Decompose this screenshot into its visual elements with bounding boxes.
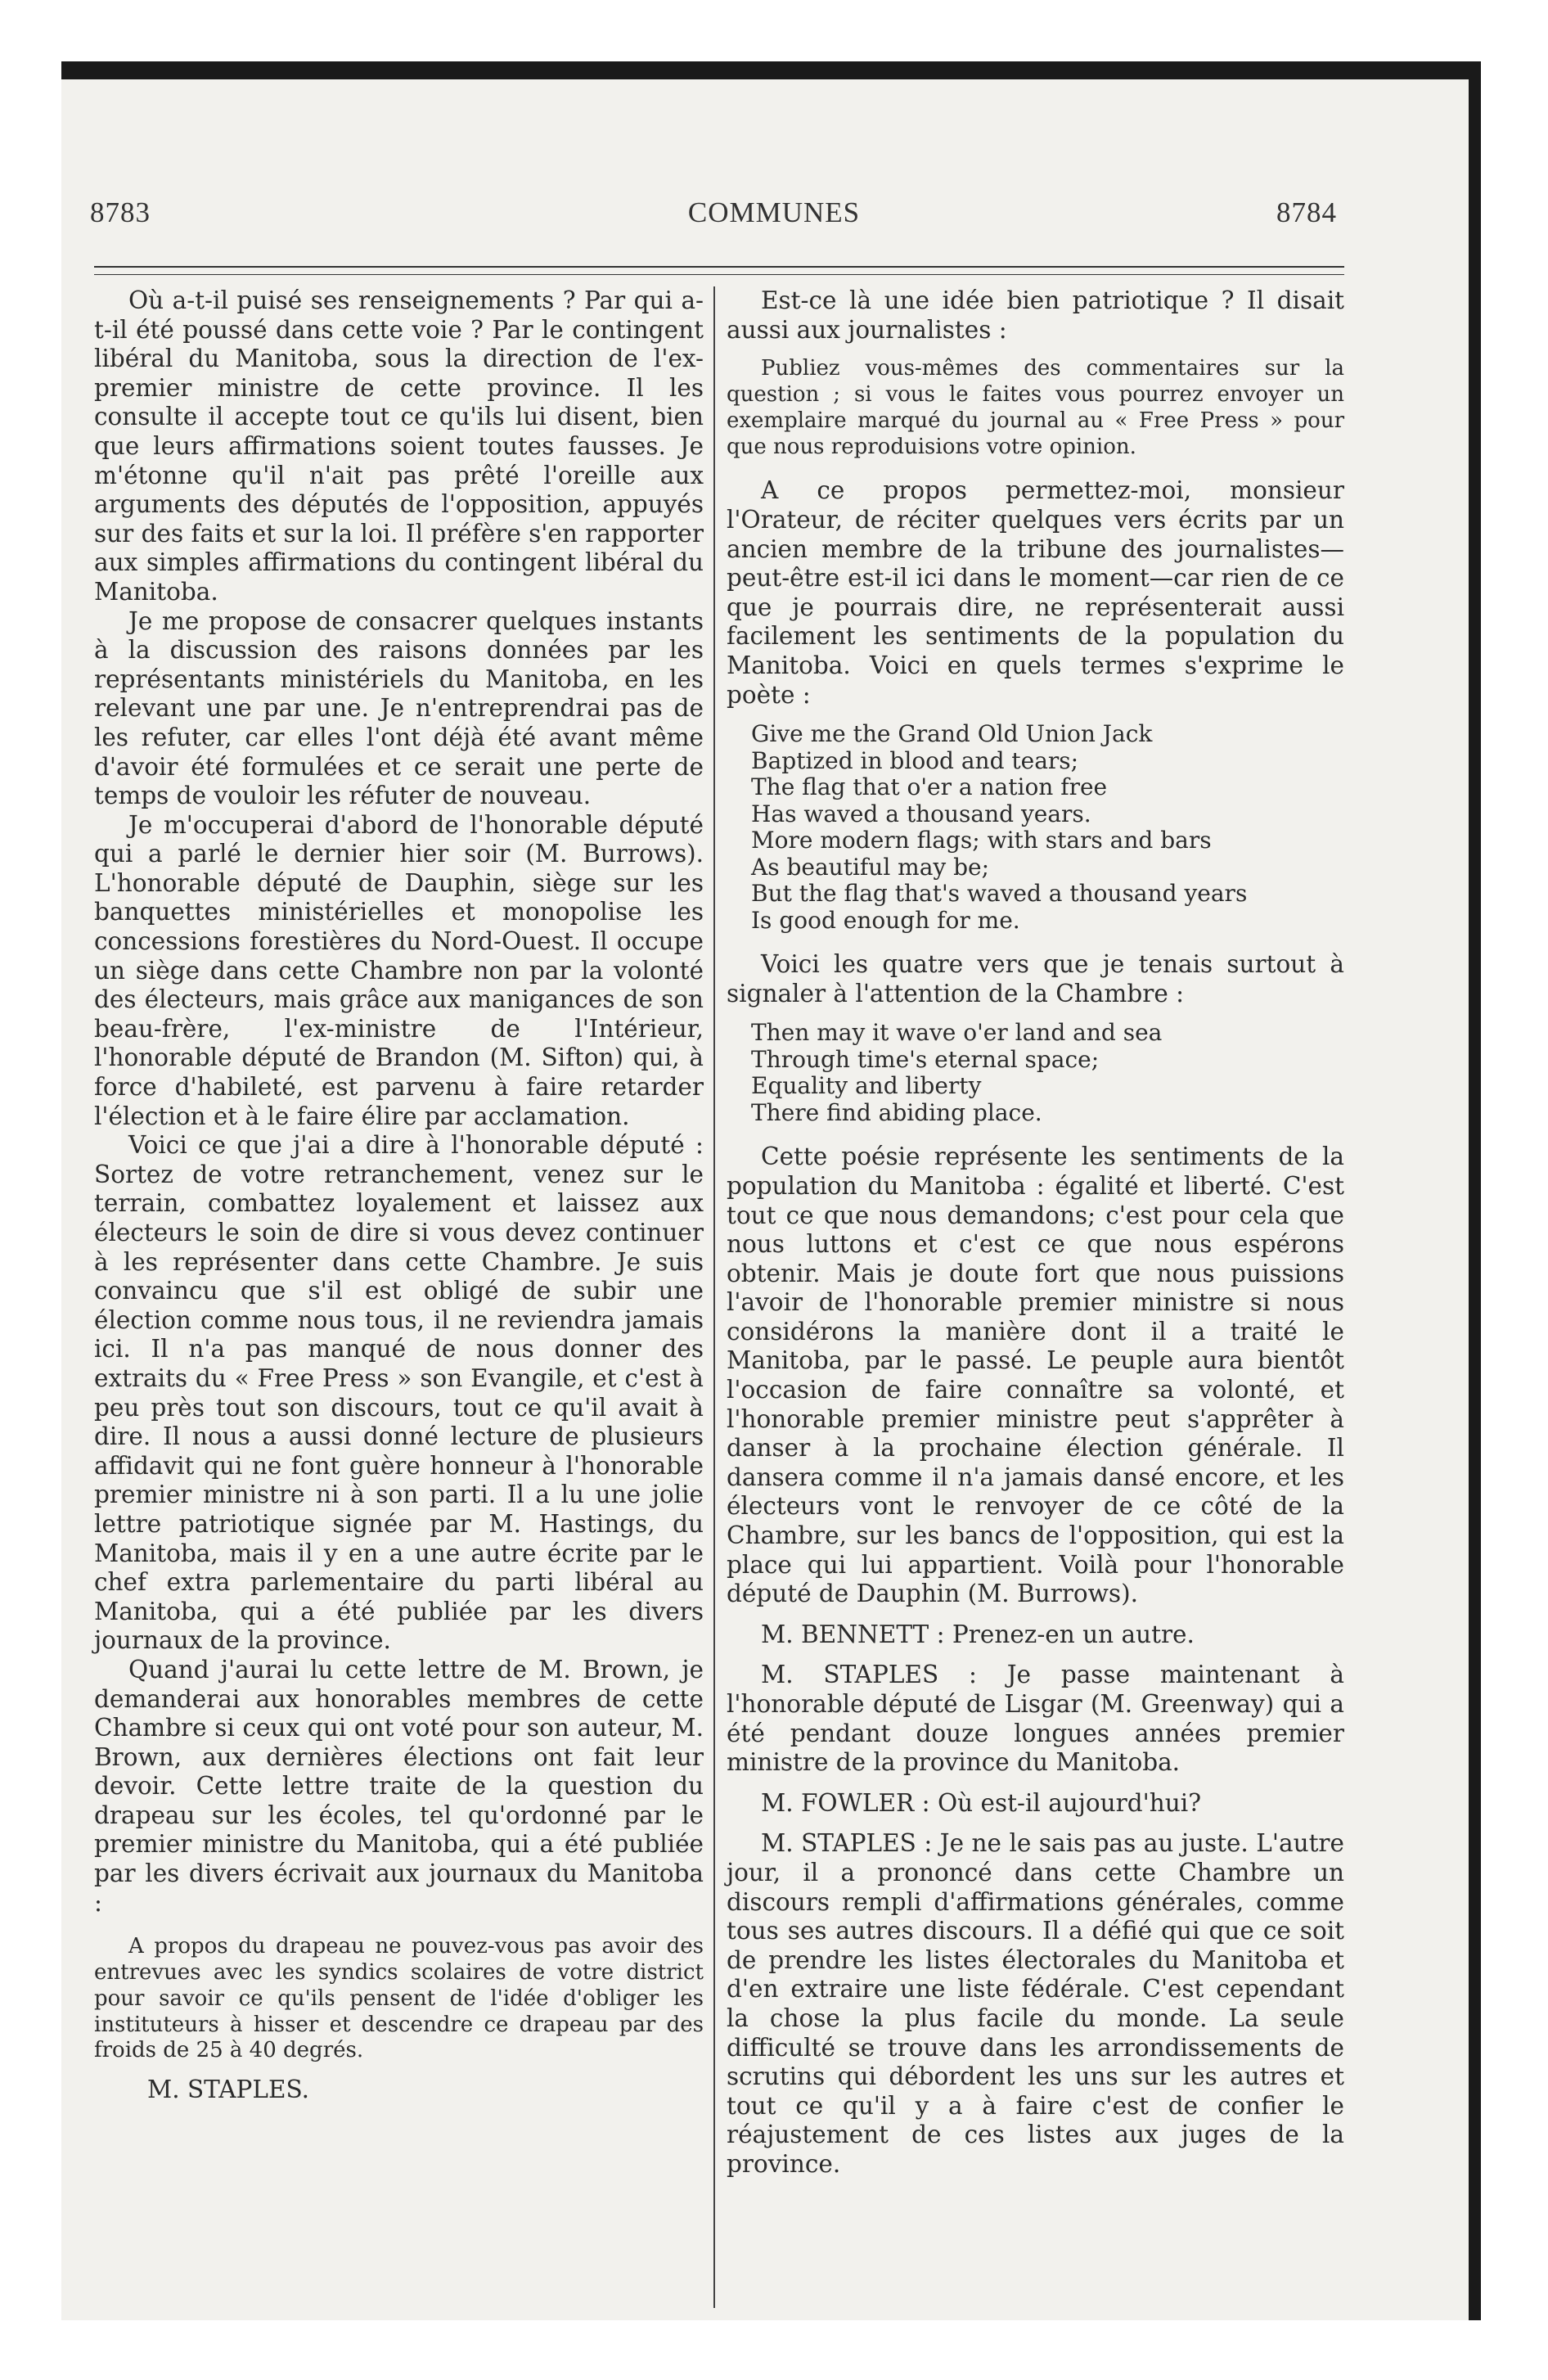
header-rule-lower [94, 274, 1344, 275]
paragraph: Où a-t-il puisé ses renseignements ? Par qui a-t-il été poussé dans cette voie ? Par le contingent libéral du Manitoba, sous la direction de l'ex-premier ministre de cette province. Il les consulte il accepte tout ce qu'ils lui disent, bien que leurs affirmations soient toutes fausses. Je m'étonne qu'il n'ait pas prêté l'oreille aux arguments des députés de l'opposition, appuyés sur des faits et sur la loi. Il préfère s'en rapporter aux simples affirmations du contingent libéral du Manitoba. [94, 286, 704, 606]
page-number-left: 8783 [90, 196, 151, 228]
scan-border-right [1469, 61, 1481, 2320]
column-divider [713, 286, 715, 2308]
paragraph: Voici les quatre vers que je tenais surtout à signaler à l'attention de la Chambre : [727, 950, 1344, 1007]
letter-signature: M. STAPLES. [147, 2076, 310, 2104]
verse-line: Through time's eternal space; [751, 1045, 1100, 1073]
paragraph: Je me propose de consacrer quelques instants à la discussion des raisons données par les représentants ministériels du Manitoba, en les relevant une par une. Je n'entreprendrai pas de les refuter, car elles l'ont déjà été avant même d'avoir été formulées et ce serait une perte de temps de vouloir les réfuter de nouveau. [94, 606, 704, 810]
header-rule-upper [94, 266, 1344, 268]
paragraph: Je m'occuperai d'abord de l'honorable député qui a parlé le dernier hier soir (M. Burrows). L'honorable député de Dauphin, siège sur les banquettes ministérielles et monopolise les concessions forestières du Nord-Ouest. Il occupe un siège dans cette Chambre non par la volonté des électeurs, mais grâce aux manigances de son beau-frère, l'ex-ministre de l'Intérieur, l'honorable député de Brandon (M. Sifton) qui, à force d'habileté, est parvenu à faire retarder l'élection et à le faire élire par acclamation. [94, 810, 704, 1130]
right-column [727, 286, 1344, 2179]
verse-line: But the flag that's waved a thousand years [751, 880, 1248, 908]
verse-line: Baptized in blood and tears; [751, 746, 1079, 774]
paragraph: M. STAPLES : Je passe maintenant à l'honorable député de Lisgar (M. Greenway) qui a été pendant douze longues années premier ministre de la province du Manitoba. [727, 1661, 1344, 1777]
left-column [94, 286, 704, 2105]
scan-border-top [61, 61, 1481, 79]
verse-line: Has waved a thousand years. [751, 800, 1091, 827]
verse-line: Give me the Grand Old Union Jack [751, 720, 1153, 748]
paragraph: A ce propos permettez-moi, monsieur l'Orateur, de réciter quelques vers écrits par un ancien membre de la tribune des journalistes—peut-être est-il ici dans le moment—car rien de ce que je pourrais dire, ne représenterait aussi facilement les sentiments de la population du Manitoba. Voici en quels termes s'exprime le poète : [727, 476, 1344, 709]
running-title: COMMUNES [687, 196, 861, 228]
poem-stanza-1 [727, 721, 1344, 934]
speaker-interjection: M. BENNETT : Prenez-en un autre. [761, 1620, 1195, 1648]
paragraph: Est-ce là une idée bien patriotique ? Il disait aussi aux journalistes : [727, 286, 1344, 344]
quoted-instruction: Publiez vous-mêmes des commentaires sur la question ; si vous le faites vous pourrez envoyer un exemplaire marqué du journal au « Free Press » pour que nous reproduisions votre opinion. [727, 356, 1344, 459]
paragraph: M. STAPLES : Je ne le sais pas au juste. L'autre jour, il a prononcé dans cette Chambre un discours rempli d'affirmations générales, comme tous ses autres discours. Il a défié qui que ce soit de prendre les listes électorales du Manitoba et d'en extraire une liste fédérale. C'est cependant la chose la plus facile du monde. La seule difficulté se trouve dans les arrondissements de scrutins qui débordent les uns sur les autres et tout ce qu'il y a à faire c'est de confier le réajustement de ces listes aux juges de la province. [727, 1829, 1344, 2178]
verse-line: Is good enough for me. [751, 906, 1020, 934]
verse-line: Then may it wave o'er land and sea [751, 1019, 1163, 1047]
paragraph: Quand j'aurai lu cette lettre de M. Brown, je demanderai aux honorables membres de cette Chambre si ceux qui ont voté pour son auteur, M. Brown, aux dernières élections ont fait leur devoir. Cette lettre traite de la question du drapeau sur les écoles, tel qu'ordonné par le premier ministre du Manitoba, qui a été publiée par les divers écrivait aux journaux du Manitoba : [94, 1655, 704, 1917]
poem-stanza-2 [727, 1020, 1344, 1126]
verse-line: As beautiful may be; [751, 853, 990, 881]
verse-line: Equality and liberty [751, 1072, 982, 1100]
paragraph: Cette poésie représente les sentiments de la population du Manitoba : égalité et liberté. C'est tout ce que nous demandons; c'est pour cela que nous luttons et c'est ce que nous espérons obtenir. Mais je doute fort que nous puissions l'avoir de l'honorable premier ministre si nous considérons la manière dont il a traité le Manitoba, par le passé. Le peuple aura bientôt l'occasion de faire connaître sa volonté, et l'honorable premier ministre peut s'apprêter à danser à la prochaine élection générale. Il dansera comme il n'a jamais dansé encore, et les électeurs vont le renvoyer de ce côté de la Chambre, sur les bancs de l'opposition, qui est la place qui lui appartient. Voilà pour l'honorable député de Dauphin (M. Burrows). [727, 1143, 1344, 1608]
verse-line: There find abiding place. [751, 1098, 1042, 1126]
speaker-interjection: M. FOWLER : Où est-il aujourd'hui? [761, 1788, 1202, 1817]
paragraph: Voici ce que j'ai a dire à l'honorable député : Sortez de votre retranchement, venez sur le terrain, combattez loyalement et laissez aux électeurs le soin de dire si vous devez continuer à les représenter dans cette Chambre. Je suis convaincu que s'il est obligé de subir une élection comme nous tous, il ne reviendra jamais ici. Il n'a pas manqué de nous donner des extraits du « Free Press » son Evangile, et c'est à peu près tout son discours, tout ce qu'il avait à dire. Il nous a aussi donné lecture de plusieurs affidavit qui ne font guère honneur à l'honorable premier ministre ni à son parti. Il a lu une jolie lettre patriotique signée par M. Hastings, du Manitoba, mais il y en a une autre écrite par le chef extra parlementaire du parti libéral au Manitoba, qui a été publiée par les divers journaux de la province. [94, 1131, 704, 1655]
quoted-letter: A propos du drapeau ne pouvez-vous pas avoir des entrevues avec les syndics scolaires de votre district pour savoir ce qu'ils pensent de l'idée d'obliger les instituteurs à hisser et descendre ce drapeau par des froids de 25 à 40 degrés. [94, 1934, 704, 2063]
page-number-right: 8784 [1276, 196, 1337, 228]
verse-line: More modern flags; with stars and bars [751, 827, 1212, 854]
verse-line: The flag that o'er a nation free [751, 773, 1108, 801]
